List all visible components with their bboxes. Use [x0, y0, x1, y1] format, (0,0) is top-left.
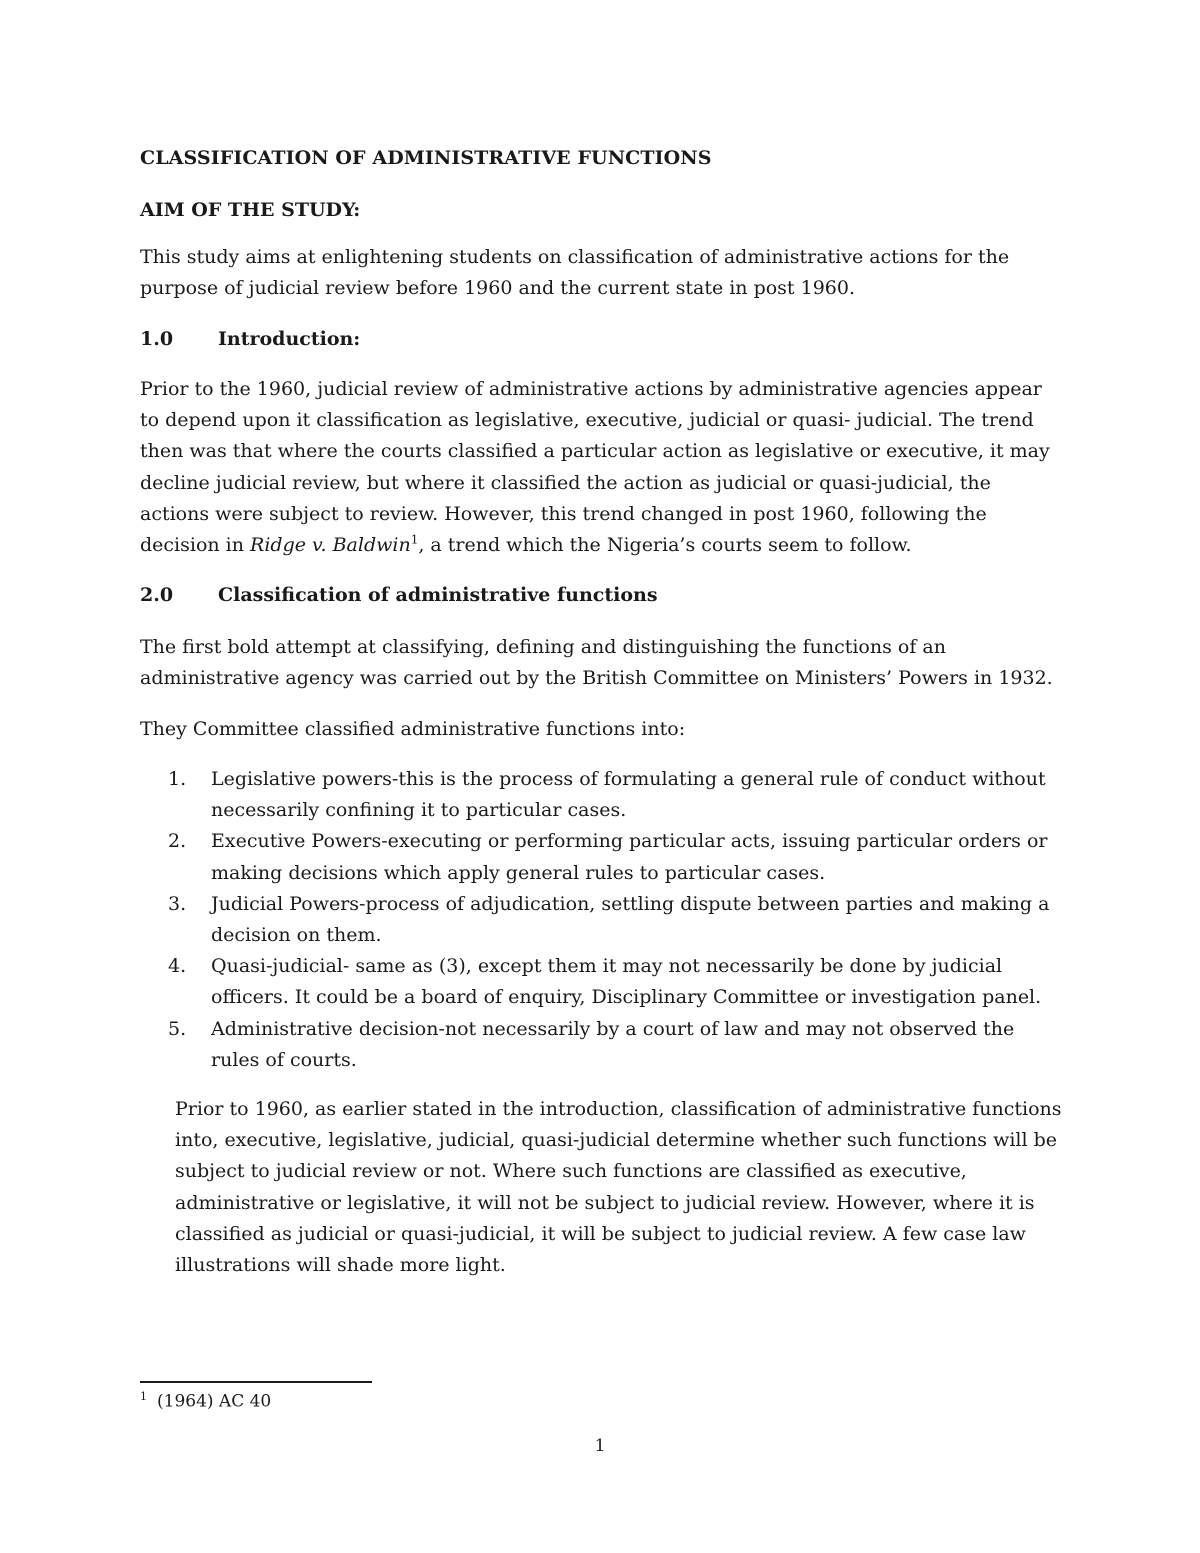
introduction-text: Prior to the 1960, judicial review of administrative actions by administrative agencies appear to depend upon it classification as legislative, executive, judicial or quasi- judicial. The trend then was that where the courts classified a particular action as legislative or executive, it may decline judicial review, but where it classified the action as judicial or quasi-judicial, the actions were subject to review. However, this trend changed in post 1960, following the decision in	[140, 378, 1050, 557]
list-item-text: Legislative powers-this is the process of formulating a general rule of conduct without necessarily confining it to particular cases.	[211, 768, 1046, 822]
section-1-number: 1.0	[140, 328, 174, 350]
footnote-text: (1964) AC 40	[157, 1391, 272, 1412]
list-item	[168, 951, 1063, 1013]
list-item-number: 4.	[168, 955, 187, 978]
classification-list	[168, 764, 1063, 1076]
introduction-text-end: , a trend which the Nigeria’s courts seem to follow.	[418, 534, 912, 557]
list-item	[168, 764, 1063, 826]
footnote-marker: 1	[140, 1390, 147, 1403]
first-attempt-paragraph: The first bold attempt at classifying, defining and distinguishing the functions of an administrative agency was carried out by the British Committee on Ministers’ Powers in 1932.	[140, 636, 1053, 690]
page-number: 1	[594, 1436, 606, 1456]
list-item-number: 5.	[168, 1017, 187, 1040]
case-name-ridge-v-baldwin: Ridge v. Baldwin	[250, 534, 411, 557]
footnote-separator	[140, 1381, 372, 1383]
committee-paragraph: They Committee classified administrative functions into:	[140, 718, 686, 740]
footnote	[140, 1390, 271, 1412]
aim-paragraph: This study aims at enlightening students on classification of administrative actions for the purpose of judicial review before 1960 and the current state in post 1960.	[140, 246, 1010, 300]
section-1-title: Introduction:	[218, 328, 361, 350]
section-1-heading	[140, 328, 1060, 350]
list-item-text: Judicial Powers-process of adjudication, settling dispute between parties and making a decision on them.	[211, 892, 1050, 947]
prior-to-1960-paragraph: Prior to 1960, as earlier stated in the introduction, classification of administrative functions into, executive, legislative, judicial, quasi-judicial determine whether such functions will be subject to judicial review or not. Where such functions are classified as executive, administrative or legislative, it will not be subject to judicial review. However, where it is classified as judicial or quasi-judicial, it will be subject to judicial review. A few case law illustrations will shade more light.	[175, 1098, 1062, 1277]
list-item-text: Quasi-judicial- same as (3), except them it may not necessarily be done by judicial officers. It could be a board of enquiry, Disciplinary Committee or investigation panel.	[211, 955, 1042, 1009]
list-item	[168, 889, 1063, 951]
list-item-text: Administrative decision-not necessarily by a court of law and may not observed the rules of courts.	[211, 1017, 1015, 1071]
aim-heading: AIM OF THE STUDY:	[140, 199, 361, 221]
list-item-number: 3.	[168, 892, 187, 915]
list-item	[168, 1014, 1063, 1076]
document-title: CLASSIFICATION OF ADMINISTRATIVE FUNCTIONS	[140, 147, 712, 169]
section-2-number: 2.0	[140, 584, 174, 606]
list-item-number: 2.	[168, 830, 187, 853]
footnote-reference[interactable]: 1	[410, 532, 419, 547]
introduction-paragraph	[140, 374, 1060, 561]
section-2-heading	[140, 584, 1060, 606]
list-item	[168, 826, 1063, 888]
list-item-number: 1.	[168, 768, 187, 790]
section-2-title: Classification of administrative functions	[218, 584, 658, 606]
list-item-text: Executive Powers-executing or performing particular acts, issuing particular orders or making decisions which apply general rules to particular cases.	[211, 830, 1048, 884]
